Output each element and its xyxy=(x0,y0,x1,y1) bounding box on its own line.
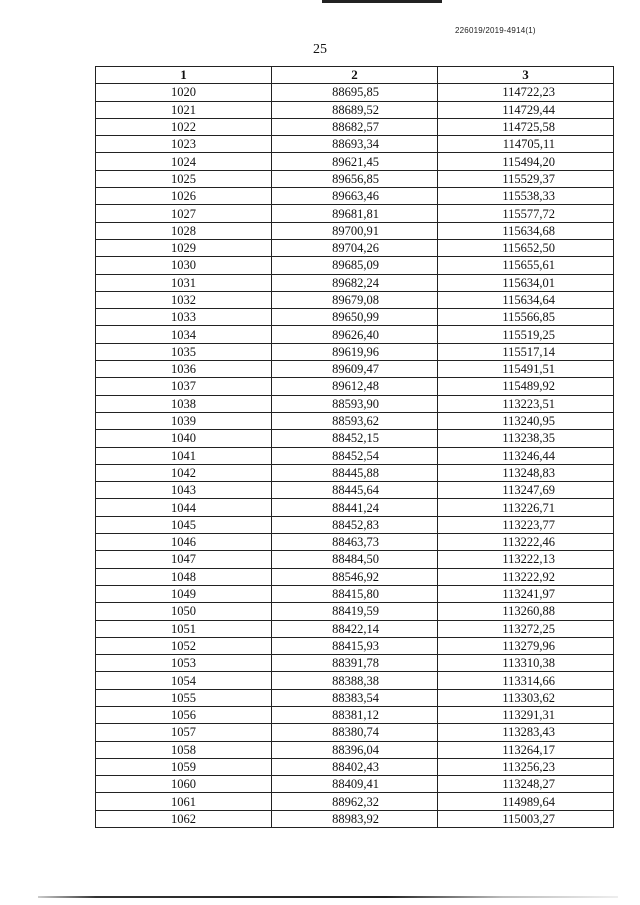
point-number-cell: 1053 xyxy=(96,655,272,672)
point-number-cell: 1023 xyxy=(96,136,272,153)
table-row xyxy=(96,257,614,274)
top-scan-line xyxy=(322,0,442,3)
point-number-cell: 1022 xyxy=(96,118,272,135)
table-row xyxy=(96,343,614,360)
table-row xyxy=(96,239,614,256)
x-coordinate-cell: 88682,57 xyxy=(272,118,438,135)
table-row xyxy=(96,672,614,689)
x-coordinate-cell: 89626,40 xyxy=(272,326,438,343)
y-coordinate-cell: 115652,50 xyxy=(438,239,614,256)
table-row xyxy=(96,776,614,793)
point-number-cell: 1025 xyxy=(96,170,272,187)
y-coordinate-cell: 113222,46 xyxy=(438,534,614,551)
point-number-cell: 1060 xyxy=(96,776,272,793)
table-row xyxy=(96,793,614,810)
column-header: 1 xyxy=(96,67,272,84)
y-coordinate-cell: 113238,35 xyxy=(438,430,614,447)
point-number-cell: 1046 xyxy=(96,534,272,551)
point-number-cell: 1051 xyxy=(96,620,272,637)
point-number-cell: 1056 xyxy=(96,706,272,723)
point-number-cell: 1026 xyxy=(96,188,272,205)
y-coordinate-cell: 113279,96 xyxy=(438,637,614,654)
point-number-cell: 1042 xyxy=(96,464,272,481)
point-number-cell: 1050 xyxy=(96,603,272,620)
x-coordinate-cell: 89619,96 xyxy=(272,343,438,360)
y-coordinate-cell: 115517,14 xyxy=(438,343,614,360)
table-row xyxy=(96,689,614,706)
x-coordinate-cell: 89663,46 xyxy=(272,188,438,205)
y-coordinate-cell: 115634,68 xyxy=(438,222,614,239)
table-row xyxy=(96,412,614,429)
x-coordinate-cell: 89621,45 xyxy=(272,153,438,170)
x-coordinate-cell: 88402,43 xyxy=(272,758,438,775)
table-row xyxy=(96,568,614,585)
table-row xyxy=(96,706,614,723)
y-coordinate-cell: 113223,77 xyxy=(438,516,614,533)
x-coordinate-cell: 88381,12 xyxy=(272,706,438,723)
point-number-cell: 1037 xyxy=(96,378,272,395)
x-coordinate-cell: 88962,32 xyxy=(272,793,438,810)
point-number-cell: 1030 xyxy=(96,257,272,274)
x-coordinate-cell: 89612,48 xyxy=(272,378,438,395)
table-row xyxy=(96,620,614,637)
table-row xyxy=(96,326,614,343)
y-coordinate-cell: 113248,83 xyxy=(438,464,614,481)
table-row xyxy=(96,464,614,481)
x-coordinate-cell: 88419,59 xyxy=(272,603,438,620)
y-coordinate-cell: 113291,31 xyxy=(438,706,614,723)
x-coordinate-cell: 88693,34 xyxy=(272,136,438,153)
y-coordinate-cell: 113314,66 xyxy=(438,672,614,689)
table-row xyxy=(96,499,614,516)
point-number-cell: 1035 xyxy=(96,343,272,360)
column-header: 2 xyxy=(272,67,438,84)
x-coordinate-cell: 88695,85 xyxy=(272,84,438,101)
y-coordinate-cell: 113247,69 xyxy=(438,482,614,499)
y-coordinate-cell: 115566,85 xyxy=(438,309,614,326)
y-coordinate-cell: 114729,44 xyxy=(438,101,614,118)
table-row xyxy=(96,361,614,378)
x-coordinate-cell: 88452,15 xyxy=(272,430,438,447)
table-row xyxy=(96,291,614,308)
x-coordinate-cell: 88441,24 xyxy=(272,499,438,516)
coordinates-table xyxy=(95,66,614,828)
table-row xyxy=(96,136,614,153)
table-row xyxy=(96,222,614,239)
y-coordinate-cell: 113260,88 xyxy=(438,603,614,620)
table-row xyxy=(96,585,614,602)
table-row xyxy=(96,655,614,672)
table-row xyxy=(96,430,614,447)
x-coordinate-cell: 89685,09 xyxy=(272,257,438,274)
table-row xyxy=(96,101,614,118)
y-coordinate-cell: 113256,23 xyxy=(438,758,614,775)
x-coordinate-cell: 89700,91 xyxy=(272,222,438,239)
table-row xyxy=(96,724,614,741)
y-coordinate-cell: 114705,11 xyxy=(438,136,614,153)
y-coordinate-cell: 113223,51 xyxy=(438,395,614,412)
y-coordinate-cell: 115491,51 xyxy=(438,361,614,378)
point-number-cell: 1043 xyxy=(96,482,272,499)
table-row xyxy=(96,551,614,568)
table-row xyxy=(96,274,614,291)
y-coordinate-cell: 115519,25 xyxy=(438,326,614,343)
point-number-cell: 1052 xyxy=(96,637,272,654)
x-coordinate-cell: 88383,54 xyxy=(272,689,438,706)
x-coordinate-cell: 88689,52 xyxy=(272,101,438,118)
y-coordinate-cell: 114725,58 xyxy=(438,118,614,135)
point-number-cell: 1049 xyxy=(96,585,272,602)
column-header: 3 xyxy=(438,67,614,84)
point-number-cell: 1033 xyxy=(96,309,272,326)
table-row xyxy=(96,84,614,101)
point-number-cell: 1028 xyxy=(96,222,272,239)
y-coordinate-cell: 115655,61 xyxy=(438,257,614,274)
point-number-cell: 1027 xyxy=(96,205,272,222)
y-coordinate-cell: 113264,17 xyxy=(438,741,614,758)
y-coordinate-cell: 115577,72 xyxy=(438,205,614,222)
x-coordinate-cell: 88452,54 xyxy=(272,447,438,464)
x-coordinate-cell: 89681,81 xyxy=(272,205,438,222)
point-number-cell: 1045 xyxy=(96,516,272,533)
x-coordinate-cell: 88484,50 xyxy=(272,551,438,568)
y-coordinate-cell: 115494,20 xyxy=(438,153,614,170)
table-row xyxy=(96,309,614,326)
y-coordinate-cell: 115634,64 xyxy=(438,291,614,308)
y-coordinate-cell: 115634,01 xyxy=(438,274,614,291)
point-number-cell: 1039 xyxy=(96,412,272,429)
point-number-cell: 1032 xyxy=(96,291,272,308)
point-number-cell: 1048 xyxy=(96,568,272,585)
page-number: 25 xyxy=(313,42,327,57)
y-coordinate-cell: 113248,27 xyxy=(438,776,614,793)
table-row xyxy=(96,758,614,775)
point-number-cell: 1029 xyxy=(96,239,272,256)
x-coordinate-cell: 88388,38 xyxy=(272,672,438,689)
point-number-cell: 1021 xyxy=(96,101,272,118)
table-row xyxy=(96,118,614,135)
y-coordinate-cell: 115538,33 xyxy=(438,188,614,205)
point-number-cell: 1055 xyxy=(96,689,272,706)
x-coordinate-cell: 88415,80 xyxy=(272,585,438,602)
table-row xyxy=(96,447,614,464)
table-row xyxy=(96,516,614,533)
y-coordinate-cell: 114722,23 xyxy=(438,84,614,101)
table-row xyxy=(96,188,614,205)
x-coordinate-cell: 89650,99 xyxy=(272,309,438,326)
y-coordinate-cell: 113222,92 xyxy=(438,568,614,585)
x-coordinate-cell: 88983,92 xyxy=(272,810,438,827)
x-coordinate-cell: 89679,08 xyxy=(272,291,438,308)
y-coordinate-cell: 113272,25 xyxy=(438,620,614,637)
y-coordinate-cell: 113283,43 xyxy=(438,724,614,741)
x-coordinate-cell: 88396,04 xyxy=(272,741,438,758)
table-row xyxy=(96,395,614,412)
point-number-cell: 1061 xyxy=(96,793,272,810)
point-number-cell: 1057 xyxy=(96,724,272,741)
table-row xyxy=(96,637,614,654)
y-coordinate-cell: 113303,62 xyxy=(438,689,614,706)
point-number-cell: 1020 xyxy=(96,84,272,101)
point-number-cell: 1034 xyxy=(96,326,272,343)
table-row xyxy=(96,741,614,758)
table-body xyxy=(96,84,614,828)
x-coordinate-cell: 88415,93 xyxy=(272,637,438,654)
document-number: 226019/2019-4914(1) xyxy=(455,26,536,35)
point-number-cell: 1059 xyxy=(96,758,272,775)
y-coordinate-cell: 115529,37 xyxy=(438,170,614,187)
y-coordinate-cell: 113241,97 xyxy=(438,585,614,602)
x-coordinate-cell: 88593,90 xyxy=(272,395,438,412)
x-coordinate-cell: 88409,41 xyxy=(272,776,438,793)
x-coordinate-cell: 89609,47 xyxy=(272,361,438,378)
x-coordinate-cell: 89656,85 xyxy=(272,170,438,187)
x-coordinate-cell: 89704,26 xyxy=(272,239,438,256)
table-header-row xyxy=(96,67,614,84)
y-coordinate-cell: 113240,95 xyxy=(438,412,614,429)
x-coordinate-cell: 88422,14 xyxy=(272,620,438,637)
x-coordinate-cell: 88593,62 xyxy=(272,412,438,429)
point-number-cell: 1054 xyxy=(96,672,272,689)
x-coordinate-cell: 89682,24 xyxy=(272,274,438,291)
x-coordinate-cell: 88463,73 xyxy=(272,534,438,551)
y-coordinate-cell: 113246,44 xyxy=(438,447,614,464)
point-number-cell: 1041 xyxy=(96,447,272,464)
point-number-cell: 1031 xyxy=(96,274,272,291)
table-row xyxy=(96,153,614,170)
point-number-cell: 1058 xyxy=(96,741,272,758)
table-row xyxy=(96,205,614,222)
point-number-cell: 1038 xyxy=(96,395,272,412)
point-number-cell: 1062 xyxy=(96,810,272,827)
x-coordinate-cell: 88452,83 xyxy=(272,516,438,533)
point-number-cell: 1024 xyxy=(96,153,272,170)
point-number-cell: 1044 xyxy=(96,499,272,516)
point-number-cell: 1036 xyxy=(96,361,272,378)
table-row xyxy=(96,170,614,187)
x-coordinate-cell: 88546,92 xyxy=(272,568,438,585)
bottom-scan-line xyxy=(38,896,618,898)
y-coordinate-cell: 113310,38 xyxy=(438,655,614,672)
y-coordinate-cell: 113226,71 xyxy=(438,499,614,516)
x-coordinate-cell: 88445,88 xyxy=(272,464,438,481)
x-coordinate-cell: 88380,74 xyxy=(272,724,438,741)
table-row xyxy=(96,482,614,499)
y-coordinate-cell: 115489,92 xyxy=(438,378,614,395)
table-row xyxy=(96,810,614,827)
table-row xyxy=(96,378,614,395)
point-number-cell: 1040 xyxy=(96,430,272,447)
table-row xyxy=(96,534,614,551)
y-coordinate-cell: 113222,13 xyxy=(438,551,614,568)
y-coordinate-cell: 114989,64 xyxy=(438,793,614,810)
x-coordinate-cell: 88445,64 xyxy=(272,482,438,499)
point-number-cell: 1047 xyxy=(96,551,272,568)
y-coordinate-cell: 115003,27 xyxy=(438,810,614,827)
x-coordinate-cell: 88391,78 xyxy=(272,655,438,672)
table-row xyxy=(96,603,614,620)
